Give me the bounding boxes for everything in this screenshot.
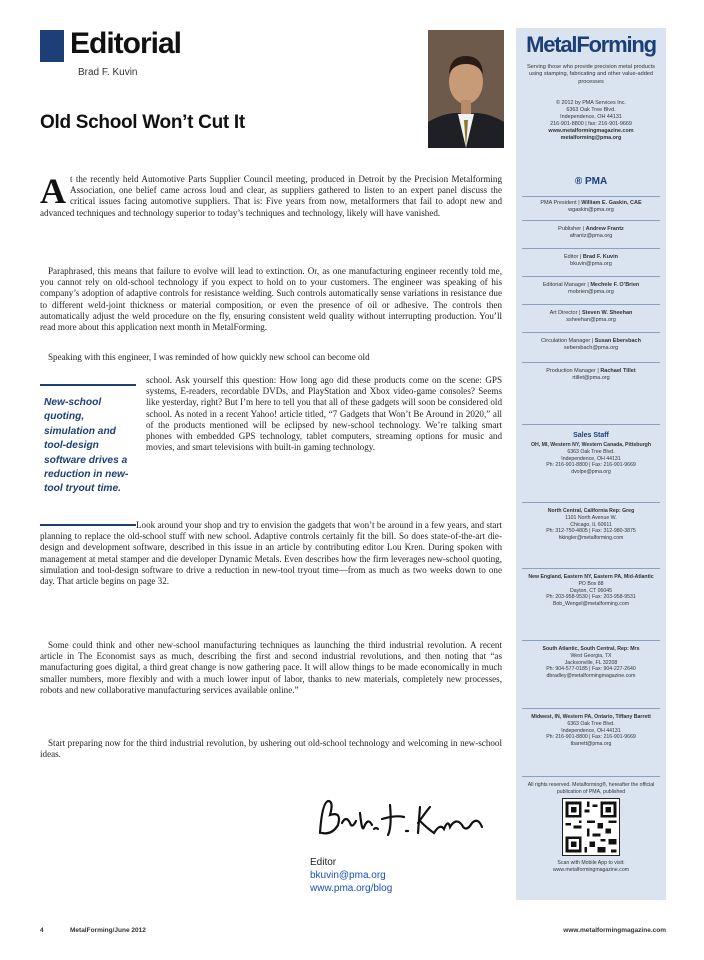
region-line: Ph: 216-901-8800 | Fax: 216-901-9669 [546,462,636,469]
staff-name: William E. Gaskin, CAE [581,200,642,206]
magazine-logo: MetalForming [526,32,656,57]
region-line: Ph: 203-958-9530 | Fax: 203-958-9531 [546,594,636,601]
pull-quote: New-school quoting, simulation and tool-design software drives a reduction in new-tool tryout time. [40,384,136,526]
staff-entry: Circulation Manager | Susan Ebersbach sebersbach@pma.org [541,338,641,351]
qr-caption [522,860,660,874]
divider [522,276,660,277]
staff-role: Editorial Manager [542,282,586,288]
region-line: 6363 Oak Tree Blvd. [567,720,615,727]
staff-email[interactable]: sebersbach@pma.org [563,345,619,351]
region-title: North Central, California Rep: Greg [547,508,635,514]
staff-role: PMA President [540,200,577,206]
region-line: 1101 North Avenue W. [565,514,617,521]
region-line: PO Box 88 [578,580,604,587]
staff-email[interactable]: ssheehan@pma.org [566,317,616,323]
divider [522,248,660,249]
sales-region [520,646,662,680]
staff-email[interactable]: mobrien@pma.org [568,289,614,295]
region-line: Chicago, IL 60611 [570,521,612,528]
staff-name: Susan Ebersbach [594,338,641,344]
staff-name: Steven W. Sheehan [581,310,633,316]
staff-entry: Publisher | Andrew Frantz afrantz@pma.org [558,226,624,239]
article-paragraph-3: Speaking with this engineer, I was reminded of how quickly new school can become old [48,352,370,362]
qr-caption-url[interactable]: www.metalformingmagazine.com [552,866,630,873]
publication-issue: MetalForming/June 2012 [70,927,146,934]
sales-region [520,714,662,748]
region-email[interactable]: dbradley@metalformingmagazine.com [546,673,636,680]
sales-region [520,442,662,476]
staff-entry: PMA President | William E. Gaskin, CAE wgaskin@pma.org [540,200,642,213]
region-line: Independence, OH 44131 [561,727,621,734]
region-title: OH, MI, Western NY, Western Canada, Pittsburgh [530,442,651,448]
staff-role: Editor [563,254,579,260]
divider [522,568,660,569]
section-title: Editorial [70,27,182,60]
region-line: 6363 Oak Tree Blvd. [567,448,615,455]
region-line: Ph: 312-750-4805 | Fax: 312-980-3875 [546,528,636,535]
paragraph-1-text: t the recently held Automotive Parts Supplier Council meeting, produced in Detroit by the Precision Metalforming Association, one belief came across loud and clear, as suppliers gathered to listen to an expert panel discuss the critical issues facing automotive suppliers. That is: Five years from now, metalformers that fail to adopt new and advanced techniques and technology superior to today’s techniques and technology, likely will have vanished. [40,174,502,218]
editor-email-link[interactable]: bkuvin@pma.org [310,870,386,881]
address-line: © 2012 by PMA Services Inc. [556,100,626,106]
staff-name: Rachael Tillet [600,368,636,374]
editor-blog-link[interactable]: www.pma.org/blog [310,883,393,894]
signature-role: Editor [310,857,337,868]
region-title: South Atlantic, South Central, Rep: Mrs [542,646,640,652]
region-line: Ph: 904-577-0185 | Fax: 904-227-2640 [546,666,636,673]
region-line: Dayton, CT 06045 [569,587,612,594]
article-paragraph-6: Start preparing now for the third industrial revolution, by ushering out old-school technology and welcoming in new-school ideas. [40,738,502,760]
region-line: West Georgia, TX [570,652,612,659]
editor-signature [312,793,492,847]
signature-block [310,856,392,895]
sales-staff-title: Sales Staff [573,432,609,439]
region-email[interactable]: tbarrett@pma.org [570,741,612,748]
author-photo [428,30,504,148]
byline: Brad F. Kuvin [78,67,138,78]
article-paragraph-2: Paraphrased, this means that failure to evolve will lead to extinction. Or, as one manufacturing engineer recently told me, you cannot rely on old-school technology if you expect to hold on to your customers. The engineer was speaking of his company’s adoption of adaptive controls for resistance welding. Such controls automatically sense variations in resistance due to different weld-joint thickness or material composition, or even the presence of oil or adhesive. The controls then automatically adjust the weld procedure on the fly, ensuring consistent weld quality without interrupting production. You’ll read more about this application next month in MetalForming. [40,266,502,333]
staff-name: Brad F. Kuvin [582,254,619,260]
staff-role: Circulation Manager [541,338,591,344]
staff-email[interactable]: bkuvin@pma.org [570,261,612,267]
footer-url[interactable]: www.metalformingmagazine.com [563,927,666,934]
address-line: 6363 Oak Tree Blvd. [566,107,616,113]
staff-role: Production Manager [546,368,596,374]
staff-entry: Art Director | Steven W. Sheehan ssheehan@pma.org [549,310,633,323]
staff-name: Andrew Frantz [585,226,624,232]
article-headline: Old School Won’t Cut It [40,112,245,133]
staff-email[interactable]: rtillet@pma.org [572,375,610,381]
region-line: Independence, OH 44131 [561,455,621,462]
divider [522,332,660,333]
region-line: Ph: 216-901-8800 | Fax: 216-901-9669 [546,734,636,741]
staff-role: Art Director [549,310,578,316]
article-paragraph-5: Some could think and other new-school manufacturing techniques as launching the third industrial revolution. A recent article in The Economist says as much, describing the first and second industrial revolutions, and then noting that “as manufacturing goes digital, a third great change is now gathering pace. It will allow things to be made economically in much smaller numbers, more flexibly and with a much lower input of labor, thanks to new materials, completely new processes, robots and new collaborative manufacturing services available online.” [40,640,502,695]
region-line: Jacksonville, FL 32208 [564,659,618,666]
sales-region [520,508,662,542]
sales-region [520,574,662,608]
divider [522,640,660,641]
email-link[interactable]: metalforming@pma.org [560,135,622,141]
article-paragraph-1 [40,171,502,219]
staff-name: Mechele F. O’Brien [590,282,640,288]
region-email[interactable]: dvolpe@pma.org [571,469,611,476]
staff-entry: Editorial Manager | Mechele F. O’Brien mobrien@pma.org [542,282,640,295]
pma-logo: ® PMA [574,176,608,187]
divider [522,502,660,503]
drop-cap: A [40,171,66,211]
divider [522,220,660,221]
article-paragraph-3-cont: school. Ask yourself this question: How long ago did these products come on the scene: GPS systems, E-readers, recordable DVDs, and PlayStation and Xbox video-game consoles? Seems like yesterday, right? But I’m here to tell you that all of these gadgets will soon be considered old school. As noted in a recent Yahoo! article titled, “7 Gadgets that Won’t Be Around in 2020,” all of the products mentioned will be eclipsed by new-school technology. We’re talking smart phones with embedded GPS technology, tablet computers, streaming options for music and movies, and smart televisions with built-in gaming technology. [146,375,502,453]
staff-role: Publisher [558,226,582,232]
magazine-tagline: Serving those who provide precision metal products using stamping, fabricating and other value-added processes [526,64,656,85]
divider [522,196,660,197]
divider [522,304,660,305]
staff-entry: Production Manager | Rachael Tillet rtillet@pma.org [546,368,636,381]
staff-entry: Editor | Brad F. Kuvin bkuvin@pma.org [563,254,619,267]
qr-caption-line: Scan with Mobile App to visit: [557,860,625,866]
section-marker [40,30,64,62]
rights-notice: All rights reserved. Metalforming®, hereafter the official publication of PMA, published [527,782,655,795]
region-email[interactable]: hkingler@metalforming.com [558,535,624,542]
divider [522,776,660,777]
divider [522,424,660,425]
masthead-sidebar [516,28,666,900]
article-paragraph-4: Look around your shop and try to envision the gadgets that won’t be around in a few years, and start planning to replace the old-school stuff with new school. Adaptive controls certainly fit the bill. So does state-of-the-art die-design and development software, described in this issue in an article by contributing editor Lou Kren. During spoken with management at metal stamper and die developer Dynamic Metals. Even describes how the firm leverages new-school quoting, simulation and tool-design software to drive a reduction in new-tool tryout time—from as much as two weeks down to one day. That article begins on page 32. [40,520,502,587]
staff-email[interactable]: wgaskin@pma.org [568,207,614,213]
publisher-address [524,100,658,142]
divider [522,362,660,363]
qr-code[interactable] [562,798,620,856]
region-title: New England, Eastern NY, Eastern PA, Mid-Atlantic [528,574,654,580]
region-email[interactable]: Bob_Wengel@metalforming.com [552,601,630,608]
address-line: Independence, OH 44131 [560,114,622,120]
divider [522,708,660,709]
address-line: 216-901-8800 | fax: 216-901-9669 [550,121,632,127]
region-title: Midwest, IN, Western PA, Ontario, Tiffany Barrett [531,714,651,720]
page-number: 4 [40,927,44,934]
website-link[interactable]: www.metalformingmagazine.com [548,128,634,134]
staff-email[interactable]: afrantz@pma.org [569,233,613,239]
